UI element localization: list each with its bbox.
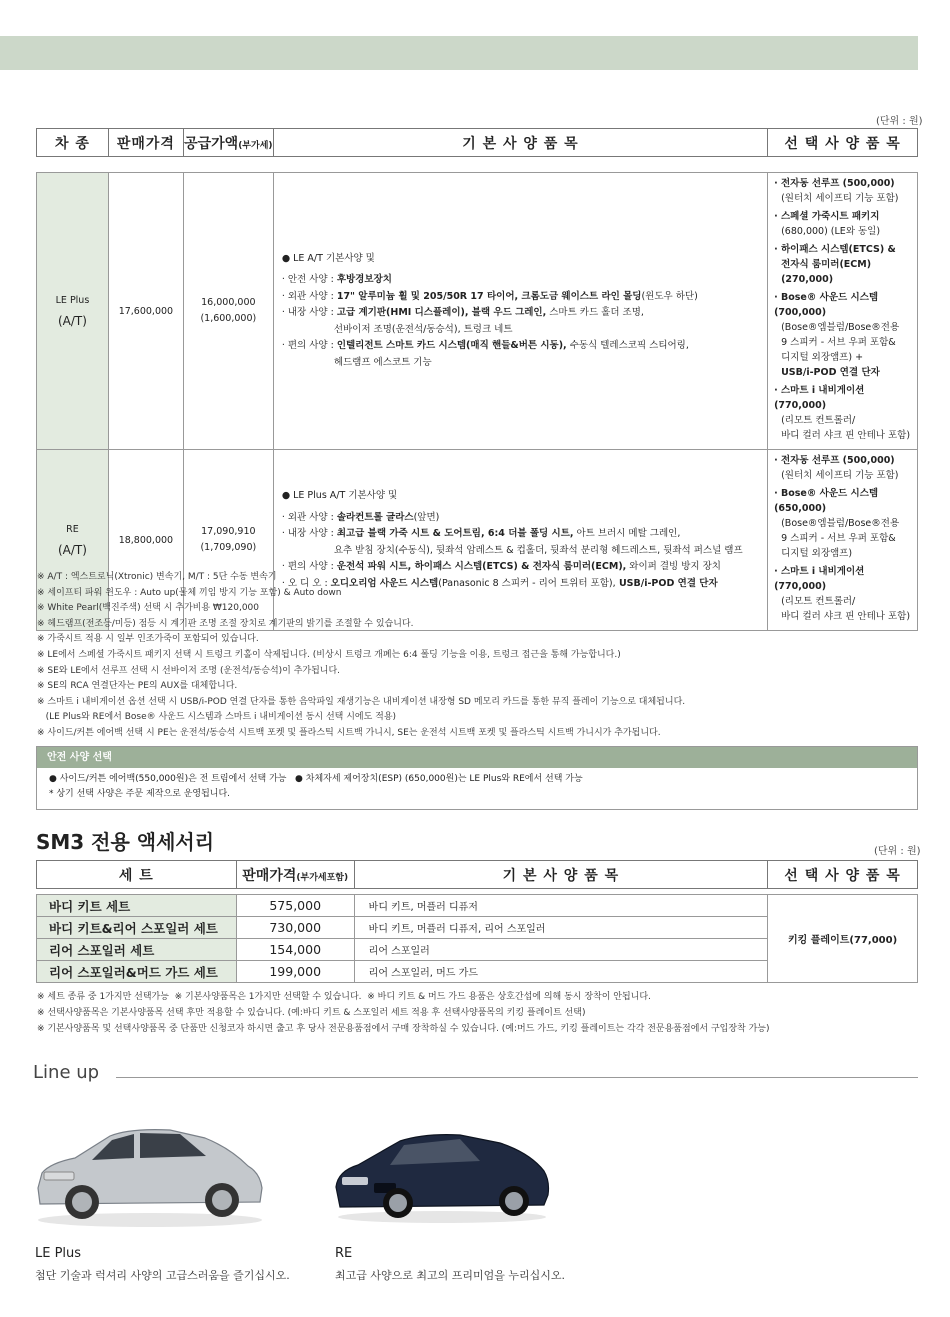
accessories-title: SM3 전용 액세서리	[36, 830, 215, 854]
note: ※ 가죽시트 적용 시 일부 인조가죽이 포함되어 있습니다.	[37, 634, 259, 645]
car-rim	[389, 1194, 407, 1212]
accessory-name: 리어 스포일러&머드 가드 세트	[37, 961, 237, 983]
safety-title: 안전 사양 선택	[37, 747, 917, 768]
note: ※ 기본사양품목 및 선택사양품목 중 단품만 신청코자 하시면 출고 후 당사 전문용품점에서 구매 장착하실 수 있습니다. (예:머드 가드, 키킹 플레이트는 각각 전문용품점에서 구입장착 가능)	[37, 1024, 770, 1034]
col-basic: 기 본 사 양 품 목	[273, 129, 767, 157]
car-image-le-plus	[30, 1118, 270, 1230]
accessories-notes	[37, 989, 769, 1037]
note: ※ 선택사양품목은 기본사양품목 선택 후만 적용할 수 있습니다. (예:바디 키트 & 스포일러 세트 적용 후 선택사양품목의 키킹 플레이트 선택)	[37, 1008, 586, 1018]
accessory-price: 199,000	[236, 961, 354, 983]
lineup-title: Line up	[33, 1062, 100, 1083]
accessory-basic: 리어 스포일러	[354, 939, 767, 961]
accessories-table	[36, 894, 918, 983]
col-supply: 공급가액(부가세)	[183, 129, 273, 157]
col-set: 세 트	[37, 861, 237, 889]
safety-options-box	[36, 746, 918, 810]
col-option: 선 택 사 양 품 목	[768, 861, 918, 889]
accessory-name: 바디 키트&리어 스포일러 세트	[37, 917, 237, 939]
lineup-car-desc: 최고급 사양으로 최고의 프리미엄을 누리십시오.	[335, 1269, 566, 1282]
trim-supply: 16,000,000 (1,600,000)	[183, 173, 273, 450]
col-model: 차 종	[37, 129, 109, 157]
trim-price: 18,800,000	[108, 450, 183, 631]
trim-supply: 17,090,910 (1,709,090)	[183, 450, 273, 631]
accessory-price: 154,000	[236, 939, 354, 961]
note: ※ SE와 LE에서 선루프 선택 시 선바이저 조명 (운전석/동승석)이 추가됩니다.	[37, 665, 341, 676]
accessories-header	[36, 860, 918, 889]
note: ※ LE에서 스페셜 가죽시트 패키지 선택 시 트렁크 키홀이 삭제됩니다. (비상시 트렁크 개폐는 6:4 폴딩 기능을 이용, 트렁크 접근을 통해 가능합니다.)	[37, 649, 621, 660]
note: ※ 헤드램프(전조등/미등) 점등 시 계기판 조명 조절 장치로 계기판의 밝기를 조절할 수 있습니다.	[37, 618, 414, 629]
trim-options: · 전자동 선루프 (500,000) (원터치 세이프티 기능 포함) · 스페셜 가죽시트 패키지 (680,000) (LE와 동일) · 하이패스 시스템(ETCS) & 전자식 룸미러(ECM) (270,000) · Bose® 사운드 시스템 (700,000) (Bose®엠블럼/Bose®전용 9 스피커 - 서브 우퍼 포함& 디지털 외장앰프) + USB/i-POD 연결 단자 · 스마트 i 내비게이션 (770,000) (리모트 컨트롤러/ 바디 컬러 샤크 핀 안테나 포함)	[768, 173, 918, 450]
accessory-option: 키킹 플레이트(77,000)	[768, 895, 918, 983]
lineup-car-name: LE Plus	[35, 1246, 82, 1261]
accessory-basic: 리어 스포일러, 머드 가드	[354, 961, 767, 983]
trim-name: LE Plus (A/T)	[37, 173, 109, 450]
accessories-unit: (단위 : 원)	[874, 846, 921, 857]
car-rim	[505, 1192, 523, 1210]
lineup-divider	[116, 1077, 918, 1078]
lineup-car-desc: 첨단 기술과 럭셔리 사양의 고급스러움을 즐기십시오.	[35, 1269, 290, 1282]
note: ※ 스마트 i 내비게이션 옵션 선택 시 USB/i-POD 연결 단자를 통한 음악파일 재생기능은 내비게이션 내장형 SD 메모리 카드를 통한 뮤직 플레이 기능으로 대체됩니다.	[37, 696, 686, 707]
note: ※ White Pearl(백진주색) 선택 시 추가비용 ₩120,000	[37, 603, 260, 614]
accessory-name: 리어 스포일러 세트	[37, 939, 237, 961]
spec-header	[36, 128, 918, 157]
car-image-re	[330, 1125, 554, 1225]
unit-label: (단위 : 원)	[876, 116, 923, 127]
accessory-price: 575,000	[236, 895, 354, 917]
accessory-basic: 바디 키트, 머플러 디퓨저	[354, 895, 767, 917]
trim-name: RE (A/T)	[37, 450, 109, 631]
note: ※ 세트 종류 중 1가지만 선택가능 ※ 기본사양품목은 1가지만 선택할 수 있습니다. ※ 바디 키트 & 머드 가드 용품은 상호간섭에 의해 동시 장착이 안됩니다.	[37, 992, 651, 1002]
col-option: 선 택 사 양 품 목	[768, 129, 918, 157]
lineup-car-name: RE	[335, 1246, 353, 1261]
col-basic: 기 본 사 양 품 목	[354, 861, 768, 889]
accessory-price: 730,000	[236, 917, 354, 939]
accessory-row	[37, 895, 918, 917]
safety-line: ● 사이드/커튼 에어백(550,000원)은 전 트림에서 선택 가능 ● 차체자세 제어장치(ESP) (650,000원)는 LE Plus와 RE에서 선택 가능	[49, 774, 583, 784]
accessory-name: 바디 키트 세트	[37, 895, 237, 917]
car-taillight	[44, 1172, 74, 1180]
spec-notes	[37, 570, 685, 742]
safety-line: * 상기 선택 사양은 주문 제작으로 운영됩니다.	[49, 789, 231, 799]
note: ※ 세이프티 파워 윈도우 : Auto up(물체 끼임 방지 기능 포함) & Auto down	[37, 587, 342, 598]
accessory-basic: 바디 키트, 머플러 디퓨저, 리어 스포일러	[354, 917, 767, 939]
car-rim	[72, 1192, 92, 1212]
trim-row-le-plus	[37, 173, 918, 450]
note: (LE Plus와 RE에서 Bose® 사운드 시스템과 스마트 i 내비게이션 동시 선택 시에도 적용)	[37, 712, 397, 723]
trim-options: · 전자동 선루프 (500,000) (원터치 세이프티 기능 포함) · Bose® 사운드 시스템 (650,000) (Bose®엠블럼/Bose®전용 9 스피커 - 서브 우퍼 포함& 디지털 외장앰프) · 스마트 i 내비게이션 (770,000) (리모트 컨트롤러/ 바디 컬러 샤크 핀 안테나 포함)	[768, 450, 918, 631]
trim-basic: ● LE A/T 기본사양 및 · 안전 사양 : 후방경보장치 · 외관 사양 : 17" 알루미늄 휠 및 205/50R 17 타이어, 크롬도금 웨이스트 라인 몰딩(윈도우 하단) · 내장 사양 : 고급 계기판(HMI 디스플레이), 블랙 우드 그레인, 스마트 카드 홀더 조명, 선바이저 조명(운전석/동승석), 트렁크 네트 · 편의 사양 : 인텔리전트 스마트 카드 시스템(매직 핸들&버튼 시동), 수동식 텔레스코픽 스티어링, 헤드램프 에스코트 기능	[273, 173, 767, 450]
note: ※ SE의 RCA 연결단자는 PE의 AUX를 대체합니다.	[37, 681, 238, 692]
car-rim	[212, 1190, 232, 1210]
spec-table	[36, 172, 918, 631]
trim-basic: ● LE Plus A/T 기본사양 및 · 외관 사양 : 솔라컨트롤 글라스(앞면) · 내장 사양 : 최고급 블랙 가죽 시트 & 도어트림, 6:4 더블 폴딩 시트, 아트 브러시 메탈 그레인, 요추 받침 장치(수동식), 뒷좌석 암레스트 & 컵홀더, 뒷좌석 분리형 헤드레스트, 뒷좌석 퍼스널 램프 · 편의 사양 : 운전석 파워 시트, 하이패스 시스템(ETCS) & 전자식 룸미러(ECM), 와이퍼 결빙 방지 장치 · 오 디 오 : 오디오리엄 사운드 시스템(Panasonic 8 스피커 - 리어 트위터 포함), USB/i-POD 연결 단자	[273, 450, 767, 631]
col-price: 판매가격(부가세포함)	[236, 861, 354, 889]
col-price: 판매가격	[108, 129, 183, 157]
trim-price: 17,600,000	[108, 173, 183, 450]
top-banner	[0, 36, 918, 70]
note: ※ 사이드/커튼 에어백 선택 시 PE는 운전석/동승석 시트백 포켓 및 플라스틱 시트백 가니시, SE는 운전석 시트백 포켓 및 플라스틱 시트백 가니시가 추가됩니다.	[37, 727, 661, 738]
car-headlight	[342, 1177, 368, 1185]
note: ※ A/T : 엑스트로닉(Xtronic) 변속기, M/T : 5단 수동 변속기	[37, 572, 277, 582]
